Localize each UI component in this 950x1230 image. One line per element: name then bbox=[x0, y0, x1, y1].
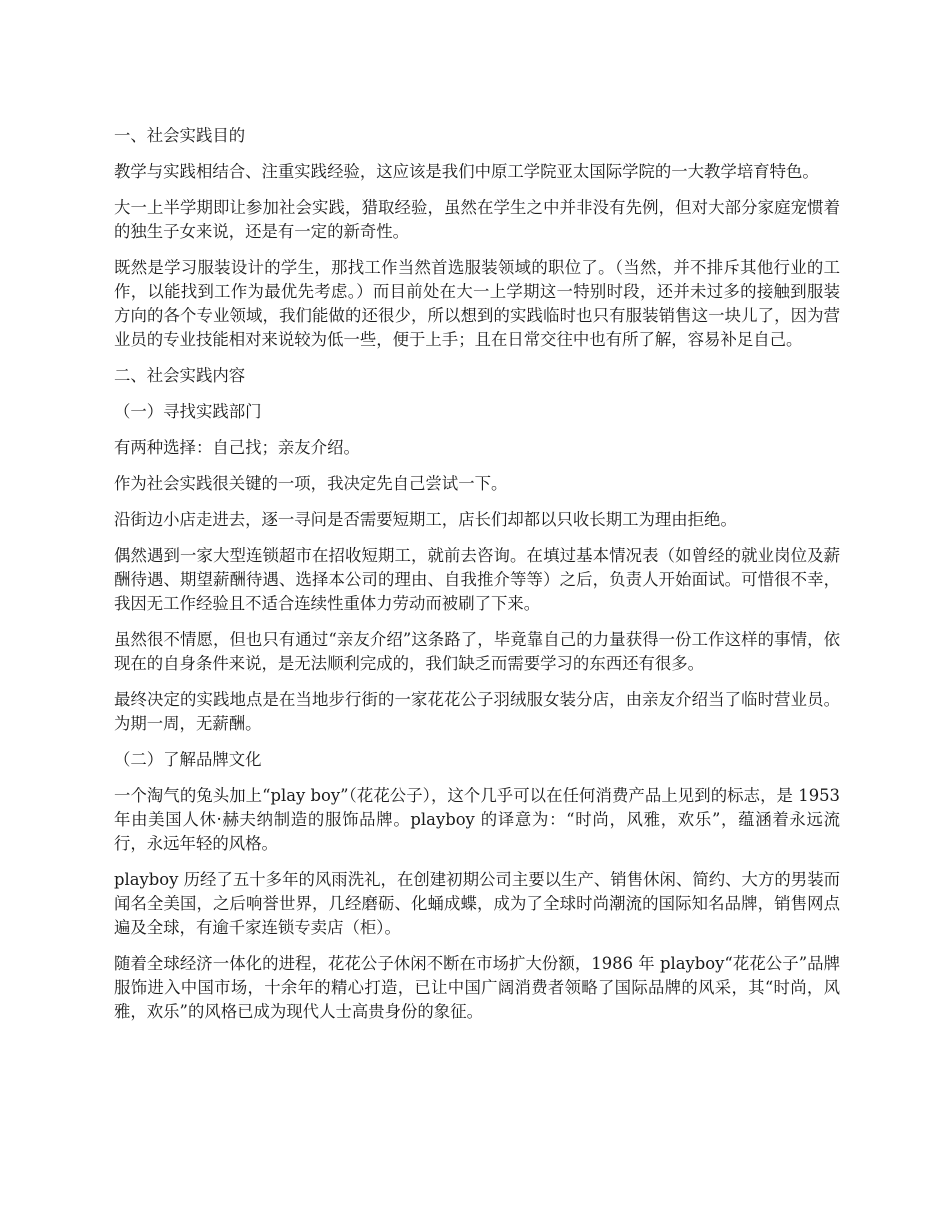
paragraph: 有两种选择：自己找；亲友介绍。 bbox=[114, 438, 360, 457]
paragraph: 大一上半学期即让参加社会实践，猎取经验，虽然在学生之中并非没有先例，但对大部分家庭宠惯着的独生子女来说，还是有一定的新奇性。 bbox=[114, 198, 840, 241]
paragraph: 最终决定的实践地点是在当地步行街的一家花花公子羽绒服女装分店，由亲友介绍当了临时营业员。为期一周，无薪酬。 bbox=[114, 690, 840, 733]
subsection-heading-brand-culture: （二）了解品牌文化 bbox=[114, 750, 262, 769]
paragraph: playboy 历经了五十多年的风雨洗礼，在创建初期公司主要以生产、销售休闲、简约、大方的男装而闻名全美国，之后响誉世界，几经磨砺、化蛹成蝶，成为了全球时尚潮流的国际知名品牌，销售网点遍及全球，有逾千家连锁专卖店（柜）。 bbox=[114, 870, 840, 937]
paragraph: 作为社会实践很关键的一项，我决定先自己尝试一下。 bbox=[114, 474, 508, 493]
paragraph: 随着全球经济一体化的进程，花花公子休闲不断在市场扩大份额，1986 年 playboy“花花公子”品牌服饰进入中国市场，十余年的精心打造，已让中国广阔消费者领略了国际品牌的风采，其“时尚，风雅，欢乐”的风格已成为现代人士高贵身份的象征。 bbox=[114, 954, 840, 1021]
paragraph: 一个淘气的兔头加上“play boy”（花花公子），这个几乎可以在任何消费产品上见到的标志，是 1953 年由美国人休·赫夫纳制造的服饰品牌。playboy 的译意为：“时尚，风雅，欢乐”，蕴涵着永远流行，永远年轻的风格。 bbox=[114, 786, 840, 853]
section-heading-purpose: 一、社会实践目的 bbox=[114, 126, 246, 145]
subsection-heading-find-department: （一）寻找实践部门 bbox=[114, 402, 262, 421]
document-page bbox=[114, 124, 840, 1036]
paragraph: 教学与实践相结合、注重实践经验，这应该是我们中原工学院亚太国际学院的一大教学培育特色。 bbox=[114, 162, 819, 181]
paragraph: 虽然很不情愿，但也只有通过“亲友介绍”这条路了，毕竟靠自己的力量获得一份工作这样的事情，依现在的自身条件来说，是无法顺利完成的，我们缺乏而需要学习的东西还有很多。 bbox=[114, 630, 840, 673]
section-heading-content: 二、社会实践内容 bbox=[114, 366, 246, 385]
paragraph: 既然是学习服装设计的学生，那找工作当然首选服装领域的职位了。（当然，并不排斥其他行业的工作，以能找到工作为最优先考虑。）而目前处在大一上学期这一特别时段，还并未过多的接触到服装方向的各个专业领域，我们能做的还很少，所以想到的实践临时也只有服装销售这一块儿了，因为营业员的专业技能相对来说较为低一些，便于上手；且在日常交往中也有所了解，容易补足自己。 bbox=[114, 258, 840, 349]
paragraph: 沿街边小店走进去，逐一寻问是否需要短期工，店长们却都以只收长期工为理由拒绝。 bbox=[114, 510, 737, 529]
paragraph: 偶然遇到一家大型连锁超市在招收短期工，就前去咨询。在填过基本情况表（如曾经的就业岗位及薪酬待遇、期望薪酬待遇、选择本公司的理由、自我推介等等）之后，负责人开始面试。可惜很不幸，我因无工作经验且不适合连续性重体力劳动而被刷了下来。 bbox=[114, 546, 840, 613]
